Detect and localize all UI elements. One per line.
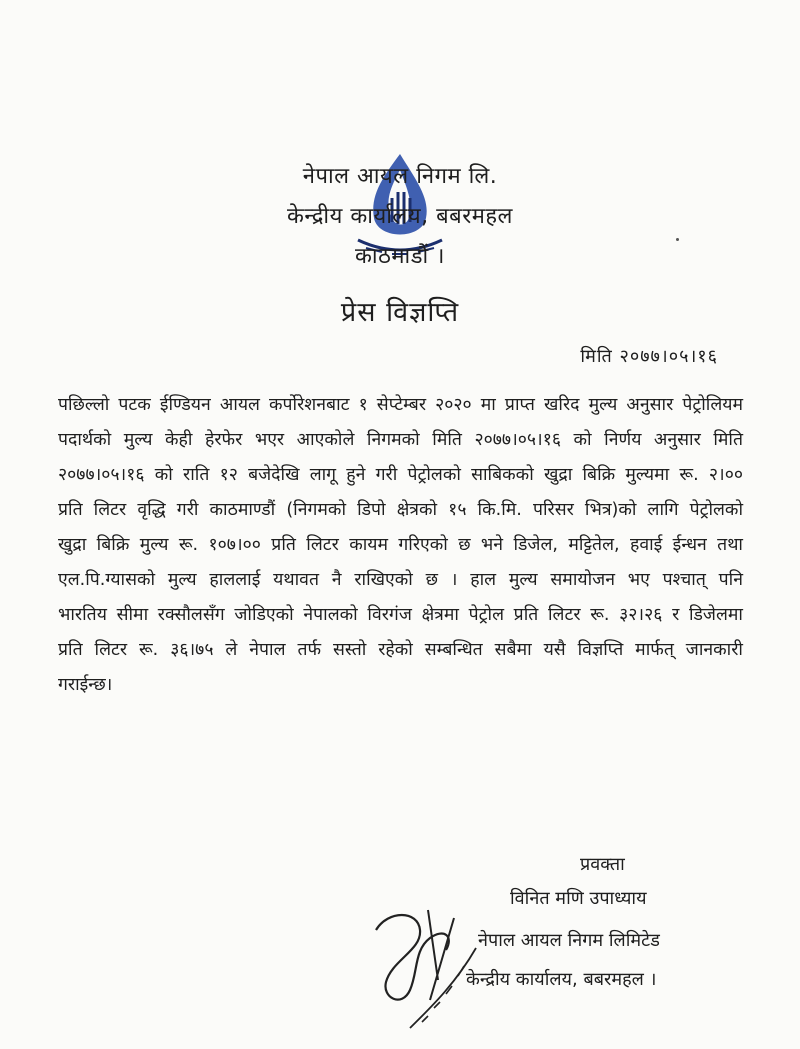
press-release-body: पछिल्लो पटक ईण्डियन आयल कर्पोरेशनबाट १ सेप्टेम्बर २०२० मा प्राप्त खरिद मुल्य अनुसार पेट्रोलियम पदार्थको मुल्य केही हेरफेर भएर आएकोले निगमको मिति २०७७।०५।१६ को निर्णय अनुसार मिति २०७७।०५।१६ को राति १२ बजेदेखि लागू हुने गरी पेट्रोलको साबिकको खुद्रा बिक्रि मुल्यमा रू. २।०० प्रति लिटर वृद्धि गरी काठमाण्डौं (निगमको डिपो क्षेत्रको १५ कि.मि. परिसर भित्र)को लागि पेट्रोलको खुद्रा बिक्रि मुल्य रू. १०७।०० प्रति लिटर कायम गरिएको छ भने डिजेल, मट्टितेल, हवाई ईन्धन तथा एल.पि.ग्यासको मुल्य हाललाई यथावत नै राखिएको छ । हाल मुल्य समायोजन भए पश्चात् पनि भारतिय सीमा रक्सौलसँग जोडिएको नेपालको विरगंज क्षेत्रमा पेट्रोल प्रति लिटर रू. ३२।२६ र डिजेलमा प्रति लिटर रू. ३६।७५ ले नेपाल तर्फ सस्तो रहेको सम्बन्धित सबैमा यसै विज्ञप्ति मार्फत् जानकारी गराईन्छ। bbox=[58, 395, 743, 695]
header-city: काठमाडौं । bbox=[354, 244, 446, 269]
header-org-name: नेपाल आयल निगम लि. bbox=[302, 164, 498, 189]
signatory-name: विनित मणि उपाध्याय bbox=[510, 888, 647, 909]
header-office: केन्द्रीय कार्यालय, बबरमहल bbox=[287, 204, 513, 229]
signatory-office: केन्द्रीय कार्यालय, बबरमहल । bbox=[466, 969, 657, 990]
stray-mark bbox=[676, 238, 679, 241]
document-date: मिति २०७७।०५।१६ bbox=[580, 346, 718, 367]
signatory-organization: नेपाल आयल निगम लिमिटेड bbox=[478, 930, 660, 951]
signatory-role: प्रवक्ता bbox=[580, 854, 625, 875]
handwritten-signature bbox=[358, 890, 498, 1040]
document-title: प्रेस विज्ञप्ति bbox=[340, 297, 460, 328]
